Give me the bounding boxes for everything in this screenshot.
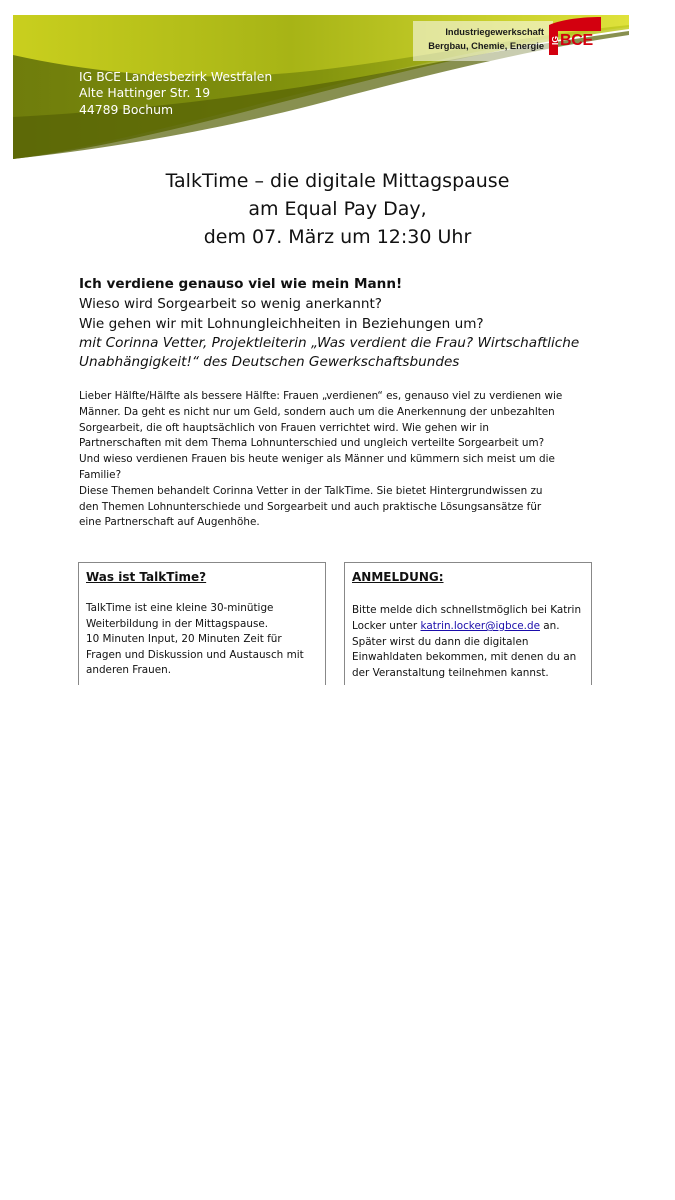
event-title: TalkTime – die digitale Mittagspause bbox=[165, 170, 510, 192]
registration-line bbox=[352, 619, 560, 635]
registration-line: Später wirst du dann die digitalen bbox=[352, 636, 529, 648]
info-box-talktime bbox=[78, 562, 326, 685]
event-subtitle: am Equal Pay Day, bbox=[248, 198, 427, 220]
body-paragraph-line: Männer. Da geht es nicht nur um Geld, sondern auch um die Anerkennung der unbezahlten bbox=[79, 406, 555, 418]
info-box-line: anderen Frauen. bbox=[86, 664, 171, 676]
registration-title: ANMELDUNG: bbox=[352, 570, 444, 584]
email-link[interactable]: katrin.locker@igbce.de bbox=[420, 620, 540, 632]
registration-text: Locker unter bbox=[352, 620, 421, 632]
speaker-line-1: mit Corinna Vetter, Projektleiterin „Was verdient die Frau? Wirtschaftliche bbox=[79, 335, 580, 351]
info-box-line: Weiterbildung in der Mittagspause. bbox=[86, 618, 269, 630]
speaker-line-2: Unabhängigkeit!“ des Deutschen Gewerkschaftsbundes bbox=[79, 354, 460, 370]
registration-line: Bitte melde dich schnellstmöglich bei Katrin bbox=[352, 604, 582, 616]
registration-text: an. bbox=[539, 620, 560, 632]
event-date: dem 07. März um 12:30 Uhr bbox=[203, 226, 472, 248]
registration-box bbox=[344, 562, 592, 685]
body-paragraph-line: den Themen Lohnunterschiede und Sorgearbeit und auch praktische Lösungsansätze für bbox=[79, 501, 542, 513]
lead-question-1: Wieso wird Sorgearbeit so wenig anerkannt? bbox=[79, 296, 383, 312]
registration-line: Einwahldaten bekommen, mit denen du an bbox=[352, 651, 577, 663]
sender-street: Alte Hattinger Str. 19 bbox=[79, 85, 211, 100]
sender-city: 44789 Bochum bbox=[79, 102, 174, 117]
info-box-title: Was ist TalkTime? bbox=[86, 570, 207, 584]
union-name-line2: Bergbau, Chemie, Energie bbox=[428, 41, 544, 51]
logo-ig-text: IG bbox=[550, 36, 560, 45]
registration-line: der Veranstaltung teilnehmen kannst. bbox=[352, 667, 549, 679]
body-paragraph-line: eine Partnerschaft auf Augenhöhe. bbox=[79, 516, 260, 528]
lead-question-2: Wie gehen wir mit Lohnungleichheiten in Beziehungen um? bbox=[79, 316, 484, 332]
info-box-line: TalkTime ist eine kleine 30-minütige bbox=[86, 602, 274, 614]
union-name-line1: Industriegewerkschaft bbox=[445, 27, 544, 37]
sender-name: IG BCE Landesbezirk Westfalen bbox=[79, 69, 273, 84]
body-paragraph-line: Und wieso verdienen Frauen bis heute weniger als Männer und kümmern sich meist um die bbox=[79, 453, 555, 465]
body-paragraph-line: Familie? bbox=[79, 469, 122, 481]
logo-bce-text: BCE bbox=[560, 32, 593, 49]
body-paragraph-line: Partnerschaften mit dem Thema Lohnunterschied und ungleich verteilte Sorgearbeit um? bbox=[79, 437, 545, 449]
body-paragraph-line: Diese Themen behandelt Corinna Vetter in der TalkTime. Sie bietet Hintergrundwissen zu bbox=[79, 485, 543, 497]
info-box-line: Fragen und Diskussion und Austausch mit bbox=[86, 649, 304, 661]
lead-headline: Ich verdiene genauso viel wie mein Mann! bbox=[79, 276, 403, 292]
body-paragraph-line: Lieber Hälfte/Hälfte als bessere Hälfte: Frauen „verdienen“ es, genauso viel zu verdienen wie bbox=[79, 390, 563, 402]
info-box-line: 10 Minuten Input, 20 Minuten Zeit für bbox=[86, 633, 282, 645]
body-paragraph-line: Sorgearbeit, die oft hauptsächlich von Frauen verrichtet wird. Wie gehen wir in bbox=[79, 422, 489, 434]
